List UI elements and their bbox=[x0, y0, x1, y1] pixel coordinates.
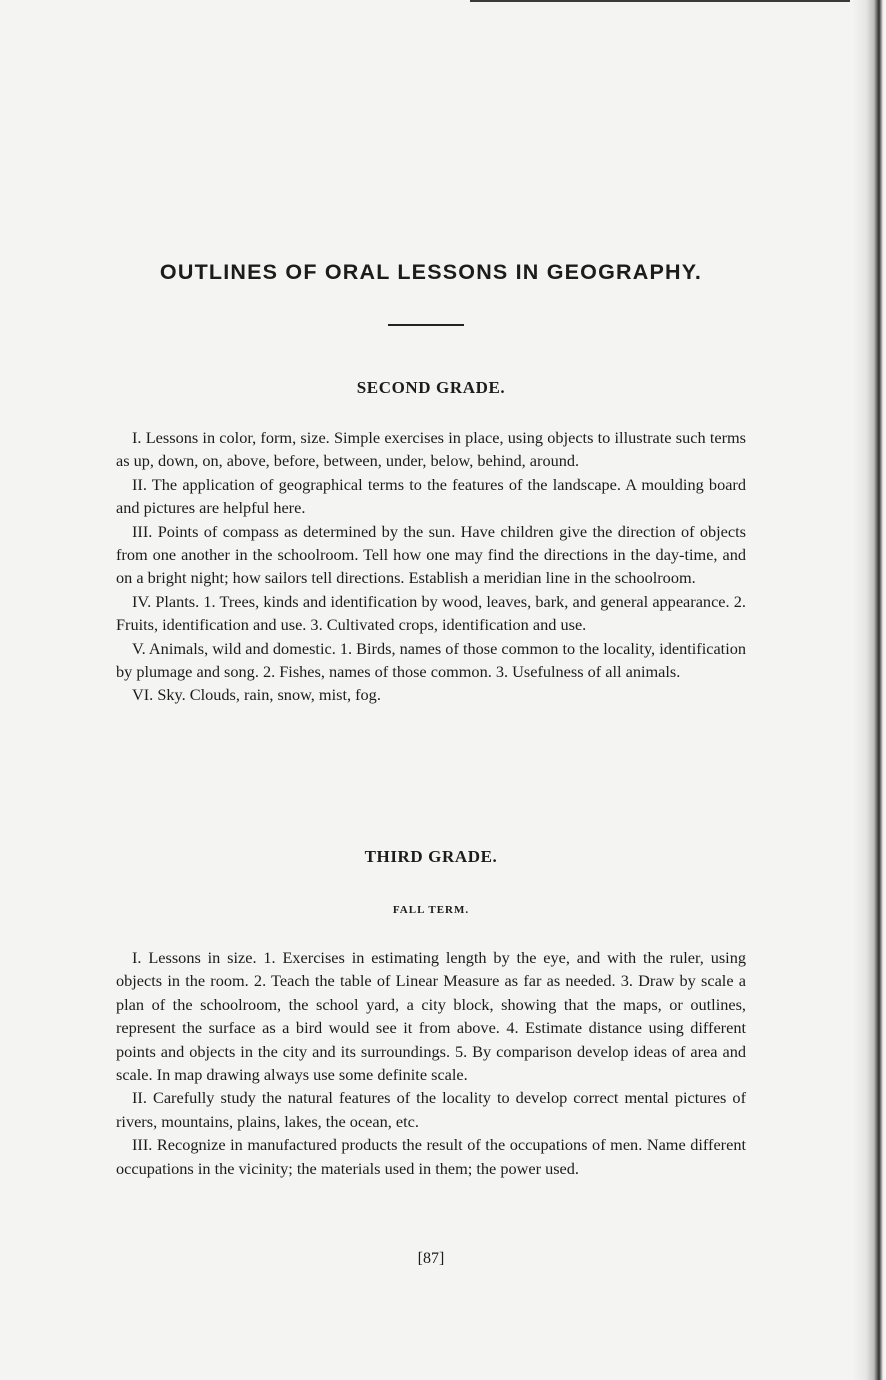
page-binding-edge bbox=[852, 0, 886, 1380]
second-grade-heading: SECOND GRADE. bbox=[356, 378, 506, 397]
second-grade-item-3: III. Points of compass as determined by the sun. Have children give the direction of objects from one another in the schoolroom. Tell how one may find the directions in the day-time, and on a bright night; how sailors tell directions. Establish a meridian line in the schoolroom. bbox=[116, 521, 746, 588]
third-grade-item-1: I. Lessons in size. 1. Exercises in estimating length by the eye, and with the ruler, using objects in the room. 2. Teach the table of Linear Measure as far as needed. 3. Draw by scale a plan of the schoolroom, the school yard, a city block, showing that the maps, or outlines, represent the surface as a bird would see it from above. 4. Estimate distance using different points and objects in the city and its surroundings. 5. By comparison develop ideas of area and scale. In map drawing always use some definite scale. bbox=[116, 948, 746, 1085]
second-grade-item-1: I. Lessons in color, form, size. Simple exercises in place, using objects to illustrate such terms as up, down, on, above, before, between, under, below, behind, around. bbox=[116, 428, 746, 471]
page-title: OUTLINES OF ORAL LESSONS IN GEOGRAPHY. bbox=[159, 260, 703, 284]
page-number: [87] bbox=[417, 1250, 445, 1267]
second-grade-section bbox=[116, 426, 746, 707]
title-rule bbox=[388, 324, 464, 326]
third-grade-heading: THIRD GRADE. bbox=[364, 847, 498, 866]
third-grade-section bbox=[116, 946, 746, 1180]
third-grade-item-2: II. Carefully study the natural features of the locality to develop correct mental pictures of rivers, mountains, plains, lakes, the ocean, etc. bbox=[116, 1088, 746, 1131]
fall-term-heading: FALL TERM. bbox=[392, 904, 470, 916]
second-grade-item-6: VI. Sky. Clouds, rain, snow, mist, fog. bbox=[132, 685, 381, 705]
second-grade-item-5: V. Animals, wild and domestic. 1. Birds, names of those common to the locality, identification by plumage and song. 2. Fishes, names of those common. 3. Usefulness of all animals. bbox=[116, 638, 746, 682]
page-top-rule bbox=[470, 0, 850, 2]
third-grade-item-3: III. Recognize in manufactured products the result of the occupations of men. Name different occupations in the vicinity; the materials used in them; the power used. bbox=[116, 1135, 746, 1178]
second-grade-item-4: IV. Plants. 1. Trees, kinds and identification by wood, leaves, bark, and general appearance. 2. Fruits, identification and use. 3. Cultivated crops, identification and use. bbox=[116, 591, 746, 635]
second-grade-item-2: II. The application of geographical terms to the features of the landscape. A moulding board and pictures are helpful here. bbox=[116, 474, 746, 518]
